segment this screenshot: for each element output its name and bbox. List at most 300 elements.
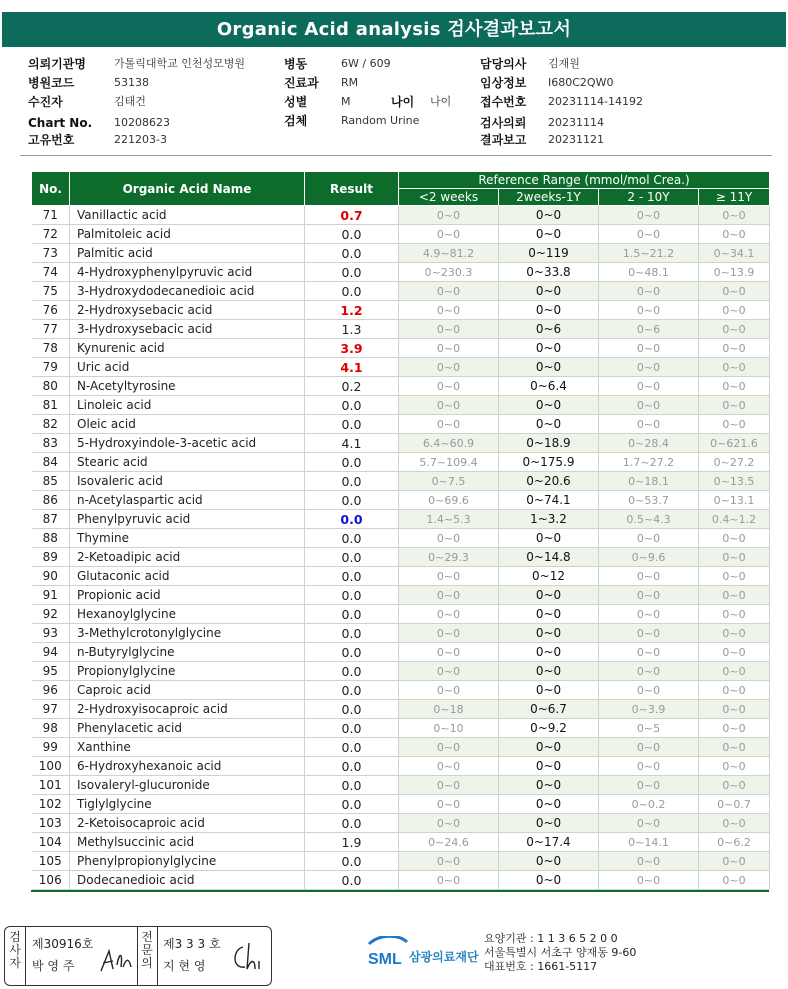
verifier-number: 제3 3 3 호	[163, 937, 221, 951]
ref-2-weeks-1-year: 0~18.9	[499, 434, 599, 453]
ref-under-2-weeks: 0~18	[399, 700, 499, 719]
result-value: 4.1	[305, 434, 399, 453]
ref-2-weeks-1-year: 0~0	[499, 814, 599, 833]
ref-under-2-weeks: 6.4~60.9	[399, 434, 499, 453]
acid-name: N-Acetyltyrosine	[70, 377, 305, 396]
ref-2-weeks-1-year: 0~0	[499, 605, 599, 624]
ref-under-2-weeks: 0~10	[399, 719, 499, 738]
row-number: 82	[32, 415, 70, 434]
result-value: 0.0	[305, 586, 399, 605]
hospital-label: 의뢰기관명	[28, 57, 86, 71]
ref-2-10-years: 0~0	[599, 624, 699, 643]
ref-under-2-weeks: 0~0	[399, 814, 499, 833]
acid-name: Palmitic acid	[70, 244, 305, 263]
hosp-code-label: 병원코드	[28, 76, 75, 90]
ref-2-10-years: 0~6	[599, 320, 699, 339]
ref-2-weeks-1-year: 0~0	[499, 529, 599, 548]
ref-2-10-years: 0~0	[599, 225, 699, 244]
acid-name: 2-Ketoadipic acid	[70, 548, 305, 567]
result-value: 0.0	[305, 852, 399, 871]
table-row	[32, 548, 770, 567]
table-row	[32, 605, 770, 624]
ref-2-10-years: 0~0	[599, 681, 699, 700]
acid-name: Phenylpropionylglycine	[70, 852, 305, 871]
ref-under-2-weeks: 0~0	[399, 586, 499, 605]
row-number: 90	[32, 567, 70, 586]
ref-2-10-years: 1.5~21.2	[599, 244, 699, 263]
ref-2-10-years: 0~0	[599, 776, 699, 795]
result-value: 0.0	[305, 757, 399, 776]
unique-value: 221203-3	[114, 133, 167, 146]
ref-under-2-weeks: 0~0	[399, 358, 499, 377]
acid-name: Stearic acid	[70, 453, 305, 472]
ref-11-years-plus: 0~0	[699, 206, 770, 225]
result-value: 0.0	[305, 244, 399, 263]
receiver-value: 김태건	[114, 95, 146, 108]
acid-name: Isovaleryl-glucuronide	[70, 776, 305, 795]
ref-2-10-years: 0~0	[599, 415, 699, 434]
row-number: 83	[32, 434, 70, 453]
ref-2-10-years: 0~28.4	[599, 434, 699, 453]
ref-2-10-years: 0~0	[599, 605, 699, 624]
result-value: 0.0	[305, 681, 399, 700]
report-date-label: 결과보고	[480, 133, 527, 147]
ward-value: 6W / 609	[341, 57, 391, 70]
ref-under-2-weeks: 4.9~81.2	[399, 244, 499, 263]
table-row	[32, 681, 770, 700]
acid-name: n-Acetylaspartic acid	[70, 491, 305, 510]
result-value: 1.2	[305, 301, 399, 320]
unique-label: 고유번호	[28, 133, 75, 147]
report-date-value: 20231121	[548, 133, 604, 146]
ref-under-2-weeks: 0~0	[399, 681, 499, 700]
ref-2-10-years: 0~18.1	[599, 472, 699, 491]
acid-name: Tiglylglycine	[70, 795, 305, 814]
ref-under-2-weeks: 5.7~109.4	[399, 453, 499, 472]
receiver-label: 수진자	[28, 95, 63, 109]
doctor-value: 김재원	[548, 57, 580, 70]
age-label: 나이	[391, 95, 415, 109]
ref-11-years-plus: 0~0	[699, 738, 770, 757]
ref-11-years-plus: 0~27.2	[699, 453, 770, 472]
ref-2-weeks-1-year: 0~0	[499, 757, 599, 776]
result-value: 0.0	[305, 225, 399, 244]
ref-2-weeks-1-year: 0~0	[499, 586, 599, 605]
addr-line-2: 서울특별시 서초구 양재동 9-60	[484, 946, 637, 959]
sml-logo	[365, 936, 479, 976]
table-row	[32, 358, 770, 377]
ref-2-10-years: 0~9.6	[599, 548, 699, 567]
result-value: 0.0	[305, 282, 399, 301]
acid-name: 3-Hydroxydodecanedioic acid	[70, 282, 305, 301]
ref-11-years-plus: 0~0	[699, 662, 770, 681]
table-row	[32, 757, 770, 776]
ref-under-2-weeks: 0~0	[399, 776, 499, 795]
ref-11-years-plus: 0~0.7	[699, 795, 770, 814]
row-number: 104	[32, 833, 70, 852]
dept-label: 진료과	[284, 76, 319, 90]
row-number: 88	[32, 529, 70, 548]
ref-2-10-years: 0~0	[599, 339, 699, 358]
acid-name: Thymine	[70, 529, 305, 548]
result-value: 0.0	[305, 453, 399, 472]
ref-2-weeks-1-year: 0~6	[499, 320, 599, 339]
table-row	[32, 263, 770, 282]
acid-name: Glutaconic acid	[70, 567, 305, 586]
ref-under-2-weeks: 0~0	[399, 624, 499, 643]
row-number: 72	[32, 225, 70, 244]
ref-2-weeks-1-year: 0~0	[499, 662, 599, 681]
result-value: 0.0	[305, 700, 399, 719]
acid-name: 6-Hydroxyhexanoic acid	[70, 757, 305, 776]
verifier-label: 전문의	[141, 930, 153, 970]
ref-11-years-plus: 0~0	[699, 301, 770, 320]
table-row	[32, 529, 770, 548]
ref-2-weeks-1-year: 0~33.8	[499, 263, 599, 282]
table-row	[32, 776, 770, 795]
result-value: 0.0	[305, 776, 399, 795]
ref-11-years-plus: 0~0	[699, 605, 770, 624]
ref-11-years-plus: 0~0	[699, 567, 770, 586]
table-row	[32, 415, 770, 434]
col-age-2: 2weeks-1Y	[499, 189, 599, 206]
table-row	[32, 339, 770, 358]
sig-divider-3	[157, 927, 158, 985]
ref-under-2-weeks: 0~230.3	[399, 263, 499, 282]
age-value: 나이	[430, 95, 452, 108]
ref-2-weeks-1-year: 0~74.1	[499, 491, 599, 510]
col-age-1: <2 weeks	[399, 189, 499, 206]
ref-2-weeks-1-year: 0~175.9	[499, 453, 599, 472]
row-number: 95	[32, 662, 70, 681]
table-row	[32, 453, 770, 472]
acid-name: Linoleic acid	[70, 396, 305, 415]
result-value: 0.0	[305, 491, 399, 510]
ref-2-weeks-1-year: 0~0	[499, 795, 599, 814]
ref-2-10-years: 0~0	[599, 757, 699, 776]
ref-11-years-plus: 0~0	[699, 396, 770, 415]
table-row	[32, 396, 770, 415]
sex-label: 성별	[284, 95, 308, 109]
table-row	[32, 244, 770, 263]
acid-name: Phenylacetic acid	[70, 719, 305, 738]
ref-2-weeks-1-year: 0~0	[499, 624, 599, 643]
result-value: 0.0	[305, 567, 399, 586]
acid-name: 2-Hydroxyisocaproic acid	[70, 700, 305, 719]
ref-2-weeks-1-year: 0~12	[499, 567, 599, 586]
ref-2-weeks-1-year: 0~17.4	[499, 833, 599, 852]
header-divider	[20, 155, 772, 156]
ref-2-10-years: 0~0	[599, 567, 699, 586]
examiner-name: 박 영 주	[32, 959, 75, 973]
ref-2-weeks-1-year: 0~0	[499, 358, 599, 377]
acid-name: Dodecanedioic acid	[70, 871, 305, 890]
ref-2-10-years: 0~0	[599, 377, 699, 396]
ref-11-years-plus: 0.4~1.2	[699, 510, 770, 529]
specimen-value: Random Urine	[341, 114, 420, 127]
table-row	[32, 833, 770, 852]
acid-name: n-Butyrylglycine	[70, 643, 305, 662]
specimen-label: 검체	[284, 114, 308, 128]
acid-name: Xanthine	[70, 738, 305, 757]
row-number: 100	[32, 757, 70, 776]
row-number: 94	[32, 643, 70, 662]
ref-2-10-years: 0~5	[599, 719, 699, 738]
ref-2-10-years: 0~0	[599, 643, 699, 662]
table-row	[32, 738, 770, 757]
col-no: No.	[32, 172, 70, 206]
row-number: 77	[32, 320, 70, 339]
row-number: 99	[32, 738, 70, 757]
ref-2-10-years: 0~0	[599, 662, 699, 681]
chart-value: 10208623	[114, 116, 170, 129]
logo-text: SML	[368, 951, 402, 968]
acid-name: Kynurenic acid	[70, 339, 305, 358]
request-value: 20231114	[548, 116, 604, 129]
examiner-signature	[97, 947, 135, 975]
acid-name: Caproic acid	[70, 681, 305, 700]
col-result: Result	[305, 172, 399, 206]
table-row	[32, 643, 770, 662]
ref-under-2-weeks: 0~0	[399, 643, 499, 662]
clinical-label: 임상정보	[480, 76, 527, 90]
ref-2-weeks-1-year: 0~0	[499, 301, 599, 320]
ref-11-years-plus: 0~0	[699, 681, 770, 700]
ref-2-10-years: 0~3.9	[599, 700, 699, 719]
verifier-signature	[227, 939, 267, 977]
ref-2-weeks-1-year: 0~0	[499, 415, 599, 434]
ref-under-2-weeks: 0~0	[399, 529, 499, 548]
signature-box	[4, 926, 272, 986]
ref-11-years-plus: 0~0	[699, 225, 770, 244]
table-row	[32, 795, 770, 814]
ref-2-weeks-1-year: 0~0	[499, 776, 599, 795]
ref-2-10-years: 0~0	[599, 206, 699, 225]
table-row	[32, 567, 770, 586]
ref-2-weeks-1-year: 0~20.6	[499, 472, 599, 491]
ref-11-years-plus: 0~0	[699, 377, 770, 396]
ref-11-years-plus: 0~0	[699, 320, 770, 339]
ref-2-10-years: 0~0.2	[599, 795, 699, 814]
row-number: 80	[32, 377, 70, 396]
accession-label: 접수번호	[480, 95, 527, 109]
result-value: 0.0	[305, 795, 399, 814]
ref-11-years-plus: 0~0	[699, 339, 770, 358]
table-row	[32, 814, 770, 833]
row-number: 86	[32, 491, 70, 510]
ref-2-10-years: 0~0	[599, 282, 699, 301]
row-number: 91	[32, 586, 70, 605]
row-number: 93	[32, 624, 70, 643]
hospital-value: 가톨릭대학교 인천성모병원	[114, 57, 246, 70]
row-number: 79	[32, 358, 70, 377]
row-number: 73	[32, 244, 70, 263]
ref-under-2-weeks: 0~0	[399, 339, 499, 358]
result-value: 0.0	[305, 529, 399, 548]
table-row	[32, 206, 770, 225]
ref-under-2-weeks: 0~0	[399, 225, 499, 244]
row-number: 105	[32, 852, 70, 871]
table-row	[32, 472, 770, 491]
sml-logo-icon	[365, 936, 409, 972]
col-name: Organic Acid Name	[70, 172, 305, 206]
results-table	[31, 171, 770, 890]
ref-under-2-weeks: 0~0	[399, 320, 499, 339]
row-number: 71	[32, 206, 70, 225]
dept-value: RM	[341, 76, 359, 89]
table-row	[32, 586, 770, 605]
col-age-4: ≥ 11Y	[699, 189, 770, 206]
ref-2-weeks-1-year: 0~0	[499, 396, 599, 415]
acid-name: Isovaleric acid	[70, 472, 305, 491]
ref-under-2-weeks: 0~0	[399, 415, 499, 434]
ref-under-2-weeks: 0~0	[399, 605, 499, 624]
ref-under-2-weeks: 0~0	[399, 662, 499, 681]
row-number: 97	[32, 700, 70, 719]
row-number: 103	[32, 814, 70, 833]
ref-2-10-years: 0~0	[599, 358, 699, 377]
table-row	[32, 662, 770, 681]
result-value: 3.9	[305, 339, 399, 358]
row-number: 89	[32, 548, 70, 567]
acid-name: Oleic acid	[70, 415, 305, 434]
ref-2-weeks-1-year: 0~0	[499, 852, 599, 871]
ref-11-years-plus: 0~0	[699, 529, 770, 548]
ref-11-years-plus: 0~0	[699, 700, 770, 719]
result-value: 0.0	[305, 871, 399, 890]
ref-2-10-years: 0~0	[599, 529, 699, 548]
table-row	[32, 719, 770, 738]
acid-name: 5-Hydroxyindole-3-acetic acid	[70, 434, 305, 453]
ref-2-weeks-1-year: 0~6.7	[499, 700, 599, 719]
ref-2-10-years: 0~14.1	[599, 833, 699, 852]
row-number: 84	[32, 453, 70, 472]
row-number: 102	[32, 795, 70, 814]
result-value: 0.0	[305, 472, 399, 491]
result-value: 0.7	[305, 206, 399, 225]
ref-11-years-plus: 0~0	[699, 415, 770, 434]
table-row	[32, 301, 770, 320]
ref-2-weeks-1-year: 0~0	[499, 339, 599, 358]
ref-under-2-weeks: 0~0	[399, 206, 499, 225]
ref-under-2-weeks: 0~7.5	[399, 472, 499, 491]
result-value: 0.0	[305, 510, 399, 529]
table-row	[32, 624, 770, 643]
ref-under-2-weeks: 0~29.3	[399, 548, 499, 567]
ref-2-10-years: 0~0	[599, 852, 699, 871]
clinical-value: I680C2QW0	[548, 76, 614, 89]
ref-2-10-years: 0~53.7	[599, 491, 699, 510]
ref-under-2-weeks: 0~0	[399, 738, 499, 757]
result-value: 0.0	[305, 263, 399, 282]
ref-2-weeks-1-year: 0~0	[499, 282, 599, 301]
acid-name: 2-Ketoisocaproic acid	[70, 814, 305, 833]
ref-2-10-years: 0.5~4.3	[599, 510, 699, 529]
acid-name: 3-Hydroxysebacic acid	[70, 320, 305, 339]
row-number: 81	[32, 396, 70, 415]
ref-11-years-plus: 0~0	[699, 282, 770, 301]
ref-under-2-weeks: 0~0	[399, 871, 499, 890]
ref-11-years-plus: 0~13.1	[699, 491, 770, 510]
row-number: 87	[32, 510, 70, 529]
row-number: 85	[32, 472, 70, 491]
accession-value: 20231114-14192	[548, 95, 643, 108]
row-number: 92	[32, 605, 70, 624]
result-value: 1.3	[305, 320, 399, 339]
table-row	[32, 871, 770, 890]
col-age-3: 2 - 10Y	[599, 189, 699, 206]
acid-name: Methylsuccinic acid	[70, 833, 305, 852]
ref-2-10-years: 0~48.1	[599, 263, 699, 282]
ref-11-years-plus: 0~0	[699, 624, 770, 643]
ref-under-2-weeks: 0~0	[399, 795, 499, 814]
org-name: 삼광의료재단	[409, 950, 479, 964]
ref-11-years-plus: 0~34.1	[699, 244, 770, 263]
ref-2-10-years: 0~0	[599, 396, 699, 415]
row-number: 106	[32, 871, 70, 890]
ref-11-years-plus: 0~0	[699, 586, 770, 605]
ref-11-years-plus: 0~0	[699, 358, 770, 377]
ref-11-years-plus: 0~13.5	[699, 472, 770, 491]
ref-11-years-plus: 0~0	[699, 852, 770, 871]
ref-2-weeks-1-year: 0~0	[499, 871, 599, 890]
ref-2-10-years: 0~0	[599, 586, 699, 605]
verifier-name: 지 현 영	[163, 959, 206, 973]
ref-2-10-years: 0~0	[599, 814, 699, 833]
acid-name: Uric acid	[70, 358, 305, 377]
ref-under-2-weeks: 0~0	[399, 396, 499, 415]
hosp-code-value: 53138	[114, 76, 149, 89]
result-value: 0.0	[305, 738, 399, 757]
ref-under-2-weeks: 0~0	[399, 282, 499, 301]
col-reference: Reference Range (mmol/mol Crea.)	[399, 172, 770, 189]
ref-11-years-plus: 0~13.9	[699, 263, 770, 282]
table-row	[32, 852, 770, 871]
ref-2-10-years: 0~0	[599, 301, 699, 320]
ref-11-years-plus: 0~0	[699, 871, 770, 890]
row-number: 78	[32, 339, 70, 358]
table-row	[32, 510, 770, 529]
ref-2-10-years: 0~0	[599, 738, 699, 757]
result-value: 0.0	[305, 548, 399, 567]
sig-divider-1	[25, 927, 26, 985]
result-value: 0.0	[305, 415, 399, 434]
sig-divider-2	[137, 927, 138, 985]
ref-11-years-plus: 0~0	[699, 757, 770, 776]
ref-2-weeks-1-year: 0~6.4	[499, 377, 599, 396]
table-row	[32, 377, 770, 396]
ref-2-weeks-1-year: 0~9.2	[499, 719, 599, 738]
ref-2-weeks-1-year: 0~0	[499, 738, 599, 757]
acid-name: 4-Hydroxyphenylpyruvic acid	[70, 263, 305, 282]
ref-11-years-plus: 0~0	[699, 548, 770, 567]
chart-label: Chart No.	[28, 116, 93, 130]
ward-label: 병동	[284, 57, 308, 71]
result-value: 0.0	[305, 396, 399, 415]
addr-line-1: 요양기관 : 1 1 3 6 5 2 0 0	[484, 932, 618, 945]
addr-line-3: 대표번호 : 1661-5117	[484, 960, 598, 973]
result-value: 0.0	[305, 662, 399, 681]
result-value: 1.9	[305, 833, 399, 852]
ref-11-years-plus: 0~0	[699, 719, 770, 738]
ref-11-years-plus: 0~6.2	[699, 833, 770, 852]
row-number: 74	[32, 263, 70, 282]
row-number: 98	[32, 719, 70, 738]
result-value: 0.2	[305, 377, 399, 396]
acid-name: Propionic acid	[70, 586, 305, 605]
report-footer	[0, 918, 788, 989]
ref-2-10-years: 1.7~27.2	[599, 453, 699, 472]
